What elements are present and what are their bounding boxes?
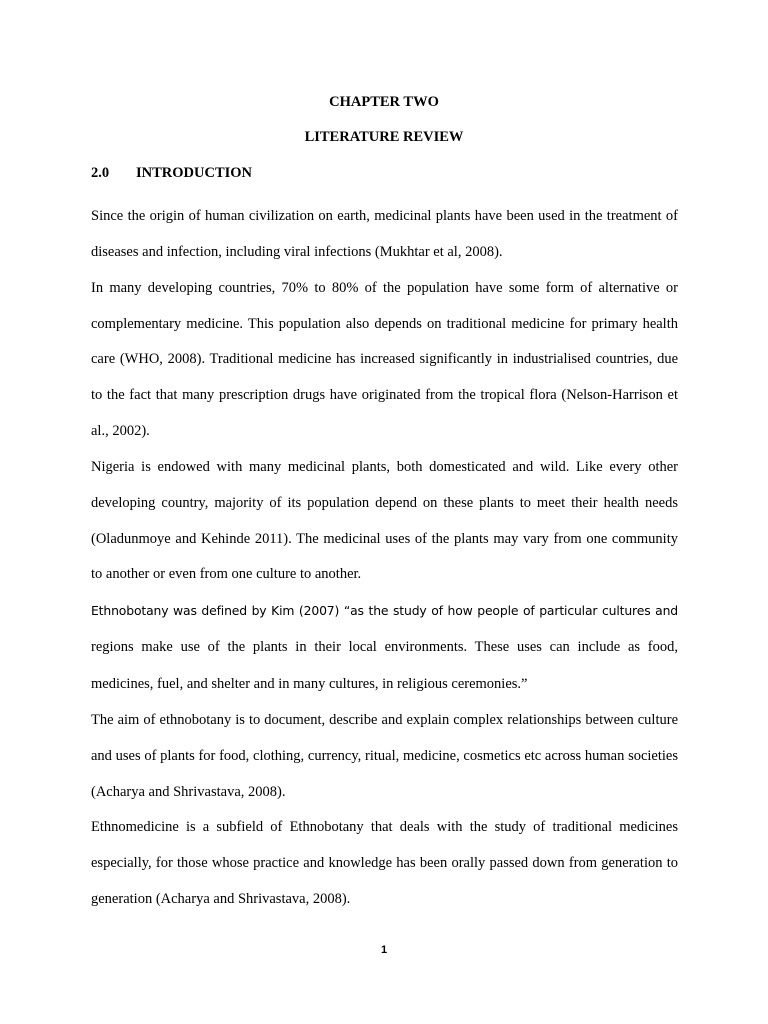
paragraph-1: Since the origin of human civilization on earth, medicinal plants have been used in the treatment of diseases and infection, including viral infections (Mukhtar et al, 2008). [91,208,678,260]
section-number: 2.0 [91,165,110,181]
chapter-title: CHAPTER TWO [329,94,439,110]
section-title: INTRODUCTION [136,165,253,181]
paragraph-6: Ethnomedicine is a subfield of Ethnobotany that deals with the study of traditional medicines especially, for those whose practice and knowledge has been orally passed down from generation to generation (Acharya and Shrivastava, 2008). [91,819,678,908]
body-text [91,199,678,918]
page-number: 1 [380,944,388,956]
paragraph-4-quote-continuation: regions make use of the plants in their local environments. These uses can include as food, medicines, fuel, and shelter and in many cultures, in religious ceremonies.” [91,639,678,692]
paragraph-5: The aim of ethnobotany is to document, describe and explain complex relationships between culture and uses of plants for food, clothing, currency, ritual, medicine, cosmetics etc across human societies (Acharya and Shrivastava, 2008). [91,711,678,800]
paragraph-3: Nigeria is endowed with many medicinal plants, both domesticated and wild. Like every other developing country, majority of its population depend on these plants to meet their health needs (Oladunmoye and Kehinde 2011). The medicinal uses of the plants may vary from one community to another or even from one culture to another. [91,458,678,583]
paragraph-2: In many developing countries, 70% to 80% of the population have some form of alternative or complementary medicine. This population also depends on traditional medicine for primary health care (WHO, 2008). Traditional medicine has increased significantly in industrialised countries, due to the fact that many prescription drugs have originated from the tropical flora (Nelson-Harrison et al., 2002). [91,279,678,440]
section-heading [91,163,252,183]
paragraph-4 [91,593,678,703]
paragraph-4-quote-start: Ethnobotany was defined by Kim (2007) “as the study of how people of particular cultures and [91,603,678,619]
chapter-subtitle: LITERATURE REVIEW [304,129,464,145]
